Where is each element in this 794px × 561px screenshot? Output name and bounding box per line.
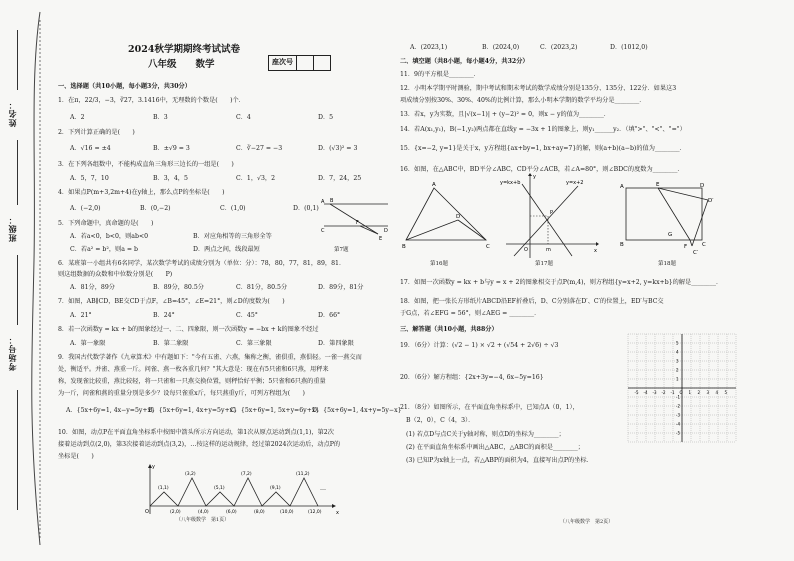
q5-opt-c[interactable]: C．若a² = b²，则a = b (70, 246, 138, 253)
fig18-label: C (702, 242, 706, 248)
section-3-heading: 三、解答题（共10小题，共88分） (400, 326, 498, 333)
fig17-label: y=kx+b (500, 180, 521, 186)
q12-line1: 12．小明本学期平时测验，期中考试和期末考试的数学成绩分别是135分、135分、122分．如果这3 (400, 85, 677, 92)
figure-18 (618, 180, 718, 255)
fig17-label: x (594, 248, 597, 254)
q4-text: 4．如果点P(m+3,2m+4)在y轴上，那么点P的坐标是( ) (58, 189, 225, 196)
q7-opt-d[interactable]: D．66° (318, 312, 341, 319)
page-2-footer: （八年级数学 第2页） (560, 519, 614, 525)
y-tick-label: -4 (676, 421, 680, 427)
q3-opt-a[interactable]: A．5，7，10 (70, 175, 109, 182)
q10-opt-d[interactable]: D．(1012,0) (610, 44, 648, 51)
q19-text: 19．（6分）计算：(√2 − 1) × √2 + (√54 + 2√6) ÷ √3 (400, 342, 559, 349)
name-label: 姓名： (7, 100, 17, 127)
x-tick-label: 1 (688, 390, 692, 395)
q3-opt-b[interactable]: B．3，4，5 (153, 175, 188, 182)
fig10-point: (1,1) (158, 486, 169, 491)
svg-text:…: … (320, 485, 326, 492)
q21-part1: (1) 若点D与点C关于y轴对称，则点D的坐标为________； (406, 431, 565, 438)
fig10-point: (4,0) (198, 510, 209, 515)
section-2-heading: 二、填空题（共8小题，每小题4分，共32分） (400, 58, 529, 65)
fig17-label: P (550, 210, 554, 216)
x-tick-label: 4 (715, 390, 719, 395)
q2-opt-c[interactable]: C．∛−27 = −3 (236, 145, 283, 152)
seat-cell[interactable] (314, 56, 330, 70)
q4-opt-a[interactable]: A．(−2,0) (70, 205, 101, 212)
q10-line1: 10．如图，动点P在平面直角坐标系中按图中箭头所示方向运动，第1次从原点运动到点(1,1)，第2次 (58, 429, 334, 436)
fig7-caption: 第7题 (334, 247, 349, 253)
q8-text: 8．若一次函数y = kx + b的图象经过一、二、四象限，则一次函数y = −bx + k的图象不经过 (58, 326, 319, 333)
q9-line4: 为一斤，问雀和燕的重量分别是多少？设每只雀重x斤，每只燕重y斤，可列方程组为( ) (58, 390, 305, 397)
q16-text: 16．如图，在△ABC中，BD平分∠ABC，CD平分∠ACB，若∠A=80°，则∠BDC的度数为________． (400, 166, 684, 173)
x-tick-label: -4 (643, 390, 648, 395)
fig18-label: D′ (708, 198, 714, 204)
page-1-footer: （八年级数学 第1页） (176, 517, 230, 523)
y-tick-label: -5 (676, 430, 680, 436)
q9-opt-a[interactable]: A．{5x+6y=1, 4x−y=5y+x} (66, 407, 156, 414)
fig10-point: (8,0) (254, 510, 265, 515)
q8-opt-d[interactable]: D．第四象限 (318, 340, 354, 347)
q18-line1: 18．如图，把一张长方形纸片ABCD沿EF折叠后，D、C分别落在D′、C′的位置上，ED′与BC交 (400, 298, 664, 305)
fig10-point: (2,0) (170, 510, 181, 515)
q1-opt-a[interactable]: A．2 (70, 114, 85, 121)
q3-opt-d[interactable]: D．7，24，25 (318, 175, 362, 182)
x-tick-label: -5 (634, 390, 639, 395)
fig17-label: y=x+2 (566, 180, 584, 186)
fig7-label: F (356, 220, 359, 226)
figure-16 (402, 178, 492, 250)
q3-opt-c[interactable]: C．1，√3，2 (236, 175, 276, 182)
q9-line1: 9．我国古代数学著作《九章算术》中有题如下："今有五雀、六燕，集称之衡，雀俱重，燕俱轻。一雀一燕交而 (58, 354, 362, 361)
y-tick-label: -1 (676, 394, 680, 400)
fig10-point: (6,0) (226, 510, 237, 515)
svg-text:y: y (152, 464, 155, 470)
fig18-label: C′ (693, 250, 699, 255)
q21-line2: B（2，0），C（4，3）． (406, 417, 475, 424)
x-tick-label: 3 (706, 390, 710, 395)
q6-opt-b[interactable]: B．89分，80.5分 (153, 284, 204, 291)
coordinate-grid[interactable] (626, 332, 738, 444)
q9-line2: 处，衡适平。并雀、燕重一斤。问雀、燕一枚各重几何？"其大意是：现在有5只雀和6只燕，用秤来 (58, 366, 329, 373)
fig17-caption: 第17题 (535, 261, 553, 267)
binding-curve (0, 0, 52, 561)
q8-opt-b[interactable]: B．第二象限 (153, 340, 189, 347)
q21-line1: 21．（8分）如图所示，在平面直角坐标系中，已知点A（0，1）， (400, 404, 579, 411)
fig16-label: C (486, 244, 490, 250)
seat-cell[interactable] (297, 56, 314, 70)
binding-margin (0, 0, 52, 561)
q10-line2: 接着运动到点(2,0)，第3次接着运动到点(3,2)，…按这样的运动规律，经过第2024次运动后，动点P的 (58, 441, 341, 448)
figure-7 (320, 196, 392, 242)
x-tick-label: 5 (724, 390, 728, 395)
fig7-label: A (321, 199, 325, 205)
q4-opt-d[interactable]: D．(0,1) (293, 205, 319, 212)
svg-text:O: O (145, 509, 149, 515)
x-tick-label: O (679, 390, 683, 395)
class-fill-line[interactable] (17, 140, 18, 205)
q8-opt-c[interactable]: C．第三象限 (236, 340, 272, 347)
q10-opt-b[interactable]: B．(2024,0) (482, 44, 520, 51)
seat-label: 座次号 (269, 56, 297, 70)
svg-text:x: x (336, 510, 339, 516)
y-tick-label: 4 (676, 349, 679, 355)
q7-opt-c[interactable]: C．45° (236, 312, 258, 319)
q6-opt-d[interactable]: D．89分，81分 (318, 284, 364, 291)
q7-opt-a[interactable]: A．21° (70, 312, 92, 319)
q21-part3: (3) 已知P为x轴上一点，若△ABP的面积为4，直接写出点P的坐标． (406, 457, 593, 464)
q10-opt-a[interactable]: A．(2023,1) (410, 44, 448, 51)
x-tick-label: -3 (652, 390, 657, 395)
x-tick-label: -2 (661, 390, 666, 395)
fig18-label: F (684, 244, 688, 250)
fig16-label: B (402, 244, 406, 250)
q10-opt-c[interactable]: C．(2023,2) (540, 44, 578, 51)
seat-number-box[interactable] (268, 55, 331, 71)
q9-line3: 称，发现雀比较重，燕比较轻，将一只雀和一只燕交换位置，则秤恰好平衡；5只雀和6只燕的重量 (58, 378, 326, 385)
fig17-label: y (533, 174, 536, 180)
fig10-point: (3,2) (185, 472, 196, 477)
fig18-label: B (620, 242, 624, 248)
y-tick-label: 2 (676, 367, 679, 373)
x-tick-label: -1 (670, 390, 675, 395)
name-fill-line[interactable] (17, 30, 18, 90)
q9-opt-d[interactable]: D．{5x+6y=1, 4x+y=5y−x} (312, 407, 402, 414)
y-tick-label: 3 (676, 358, 679, 364)
q15-text: 15．{x=−2, y=1}是关于x，y方程组{ax+by=1, bx+ay=7}的解，则(a+b)(a−b)的值为________． (400, 145, 686, 152)
q4-opt-c[interactable]: C．(1,0) (220, 205, 246, 212)
fig18-label: E (656, 182, 660, 188)
q2-opt-a[interactable]: A．√16 = ±4 (70, 145, 111, 152)
fig7-label: C (321, 228, 325, 234)
fig7-label: B (330, 198, 334, 204)
q5-text: 5．下列命题中，真命题的是( ) (58, 220, 154, 227)
fig17-label: O (524, 247, 528, 253)
q6-opt-c[interactable]: C．81分，80.5分 (236, 284, 288, 291)
q2-opt-b[interactable]: B．±√9 = 3 (153, 145, 190, 152)
fig10-point: (5,1) (214, 486, 225, 491)
room-fill-line[interactable] (17, 255, 18, 325)
q1-text: 1．在π，22/3，−3，∛27，3.1416中，无理数的个数是( )个． (58, 97, 245, 104)
q10-line3: 坐标是( ) (58, 453, 94, 460)
fig17-label: m (546, 247, 551, 253)
fig10-point: (11,2) (296, 472, 310, 477)
q1-opt-d[interactable]: D．5 (318, 114, 334, 121)
q1-opt-c[interactable]: C．4 (236, 114, 251, 121)
q6-line1: 6．某班第一小组共有6名同学，某次数学考试的成绩分别为（单位：分）：78，80，77，81，89，81． (58, 260, 346, 267)
q4-opt-b[interactable]: B．(0,−2) (140, 205, 171, 212)
fig18-caption: 第18题 (658, 261, 676, 267)
room-label: 考场号： (7, 335, 17, 371)
q1-opt-b[interactable]: B．3 (153, 114, 168, 121)
q21-part2: (2) 在平面直角坐标系中画出△ABC，△ABC的面积是________； (406, 444, 584, 451)
fig16-caption: 第16题 (430, 261, 448, 267)
fig18-label: A (620, 184, 624, 190)
q9-opt-c[interactable]: C．{5x+6y=1, 5x+y=6y+x} (230, 407, 320, 414)
y-tick-label: -2 (676, 403, 680, 409)
class-label: 班级： (7, 215, 17, 242)
q17-text: 17．如图一次函数y = kx + b与y = x + 2的图象相交于点P(m,4)，则方程组{y=x+2, y=kx+b}的解是________． (400, 279, 723, 286)
q7-text: 7．如图，AB∥CD，BE交CD于点F，∠B=45°，∠E=21°，则∠D的度数为( ) (58, 298, 285, 305)
q8-opt-a[interactable]: A．第一象限 (70, 340, 106, 347)
exam-subtitle: 八年级 数学 (148, 59, 215, 70)
fig16-label: D (456, 214, 461, 220)
figure-10 (140, 462, 340, 520)
x-tick-label: 2 (697, 390, 701, 395)
q18-line2: 于G点，若∠EFG = 56°，则∠AEG = ________． (400, 310, 541, 317)
q13-text: 13．若x，y为实数，且|√(x−1)| + (y−2)² = 0，则x − y的值为________． (400, 111, 610, 118)
fig18-label: G (668, 232, 673, 238)
q6-line2: 则这组数据的众数和中位数分别是( P) (58, 271, 173, 278)
bottom-fill-line (17, 390, 18, 510)
fig7-label: E (379, 236, 383, 242)
fig10-point: (9,1) (270, 486, 281, 491)
q3-text: 3．在下列各组数中，不能构成直角三角形三边长的一组是( ) (58, 161, 234, 168)
fig10-point: (12,0) (308, 510, 322, 515)
q2-opt-d[interactable]: D．(√3)² = 3 (318, 145, 358, 152)
fig16-label: A (432, 182, 436, 188)
q9-opt-b[interactable]: B．{5x+6y=1, 4x+y=5y+x} (148, 407, 238, 414)
q5-opt-d[interactable]: D．两点之间，线段最短 (193, 246, 260, 253)
fig10-point: (7,2) (241, 472, 252, 477)
q5-opt-a[interactable]: A．若a<0，b<0，则ab<0 (70, 233, 149, 240)
q2-text: 2．下列计算正确的是( ) (58, 129, 135, 136)
q7-opt-b[interactable]: B．24° (153, 312, 175, 319)
fig7-label: D (384, 228, 388, 234)
y-tick-label: -3 (676, 412, 680, 418)
q14-text: 14．若A(x₁,y₁)，B(−1,y₂)两点都在直线y = −3x + 1的图象上，则y₁______y₂．（填">"、"<"、"="） (400, 126, 686, 133)
q5-opt-b[interactable]: B．对应角相等的三角形全等 (193, 233, 272, 240)
q6-opt-a[interactable]: A．81分，89分 (70, 284, 115, 291)
y-tick-label: 1 (676, 376, 679, 382)
fig10-point: (10,0) (280, 510, 294, 515)
figure-17 (500, 172, 600, 260)
q11-text: 11．9的平方根是________． (400, 71, 480, 78)
q12-line2: 项成绩分别按30%、30%、40%的比例计算，那么小明本学期的数学平均分是________． (400, 97, 646, 104)
section-1-heading: 一、选择题（共10小题，每小题3分，共30分） (58, 83, 191, 90)
y-tick-label: 5 (676, 340, 679, 346)
exam-title: 2024秋学期期终考试试卷 (128, 44, 240, 55)
fig18-label: D (700, 183, 705, 189)
q20-text: 20．（6分）解方程组：{2x+3y=−4, 6x−5y=16} (400, 374, 544, 381)
